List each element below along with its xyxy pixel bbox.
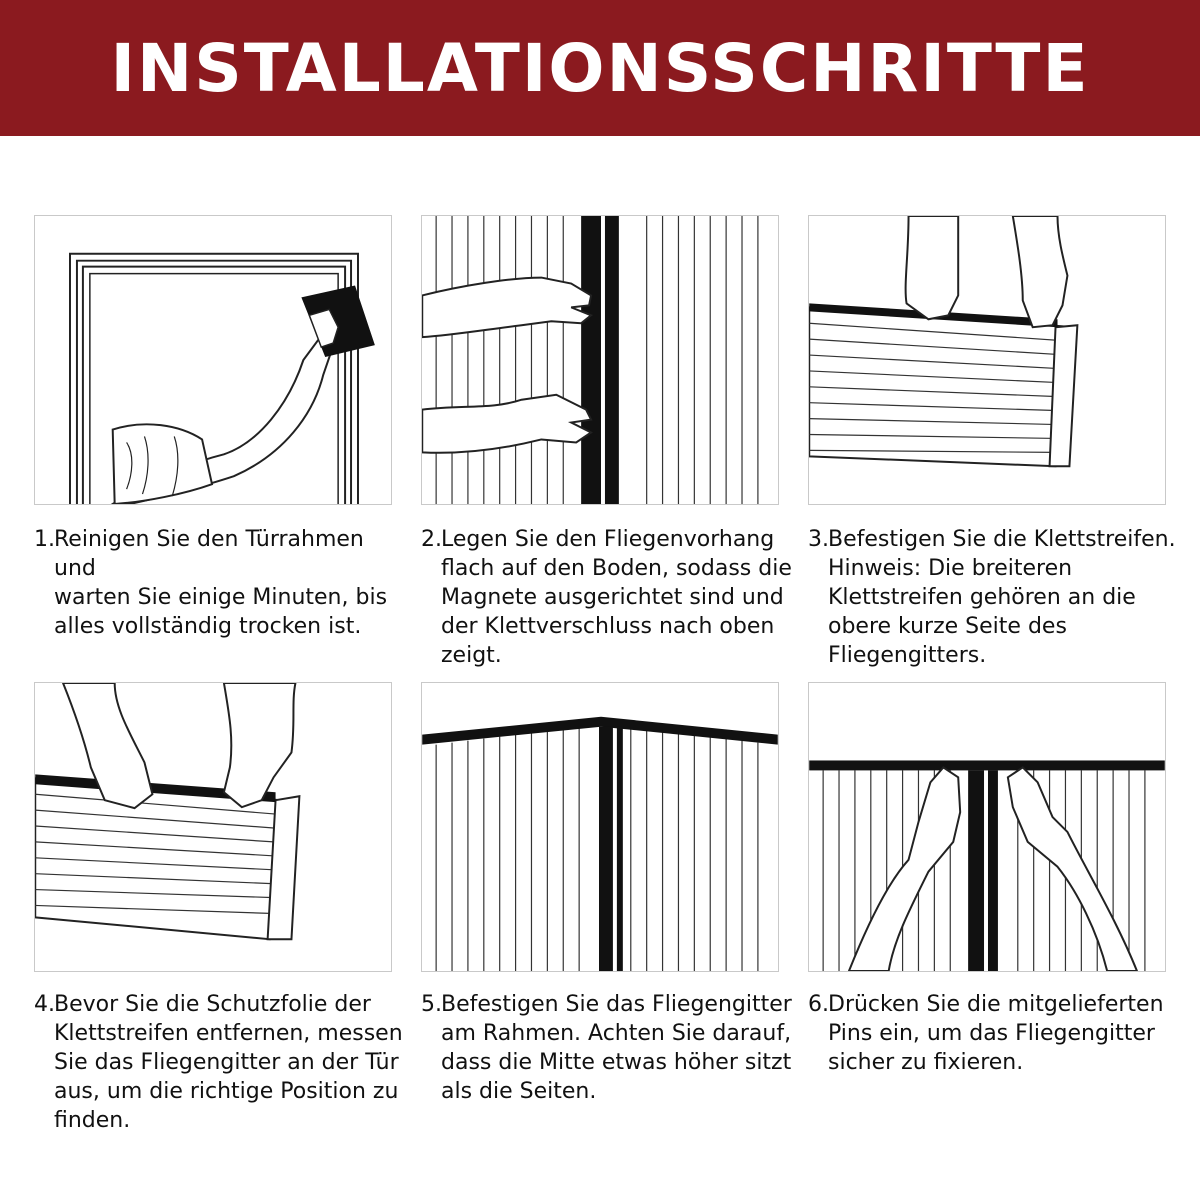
step-3-caption bbox=[808, 525, 1186, 670]
page-title: INSTALLATIONSSCHRITTE bbox=[110, 29, 1090, 107]
step-number: 3. bbox=[808, 527, 829, 552]
step-number: 1. bbox=[34, 527, 55, 552]
step-5-illustration bbox=[421, 682, 779, 972]
title-banner bbox=[0, 0, 1200, 136]
align-magnets-icon bbox=[422, 216, 778, 504]
step-4-illustration bbox=[34, 682, 392, 972]
step-text: Befestigen Sie die Klettstreifen. Hinweis: Die breiteren Klettstreifen gehören an die obere kurze Seite des Fliegengitters. bbox=[828, 527, 1176, 668]
step-text: Befestigen Sie das Fliegengitter am Rahmen. Achten Sie darauf, dass die Mitte etwas höher sitzt als die Seiten. bbox=[441, 992, 792, 1104]
step-4-caption bbox=[34, 990, 412, 1135]
step-2-caption bbox=[421, 525, 799, 670]
attach-velcro-icon bbox=[809, 216, 1165, 504]
mount-screen-icon bbox=[422, 683, 778, 971]
step-5-caption bbox=[421, 990, 799, 1106]
wipe-door-frame-icon bbox=[35, 216, 391, 504]
step-1-caption bbox=[34, 525, 412, 641]
step-3-illustration bbox=[808, 215, 1166, 505]
step-text: Drücken Sie die mitgelieferten Pins ein, um das Fliegengitter sicher zu fixieren. bbox=[828, 992, 1164, 1075]
step-text: Reinigen Sie den Türrahmen und warten Sie einige Minuten, bis alles vollständig trocken ist. bbox=[54, 527, 388, 639]
step-2-illustration bbox=[421, 215, 779, 505]
step-number: 5. bbox=[421, 992, 442, 1017]
step-text: Legen Sie den Fliegenvorhang flach auf den Boden, sodass die Magnete ausgerichtet sind und der Klettverschluss nach oben zeigt. bbox=[441, 527, 792, 668]
step-number: 6. bbox=[808, 992, 829, 1017]
step-number: 4. bbox=[34, 992, 55, 1017]
step-6-illustration bbox=[808, 682, 1166, 972]
step-6-caption bbox=[808, 990, 1186, 1077]
press-pins-icon bbox=[809, 683, 1165, 971]
step-1-illustration bbox=[34, 215, 392, 505]
peel-protective-film-icon bbox=[35, 683, 391, 971]
step-text: Bevor Sie die Schutzfolie der Klettstreifen entfernen, messen Sie das Fliegengitter an der Tür aus, um die richtige Position zu finden. bbox=[54, 992, 403, 1133]
step-number: 2. bbox=[421, 527, 442, 552]
